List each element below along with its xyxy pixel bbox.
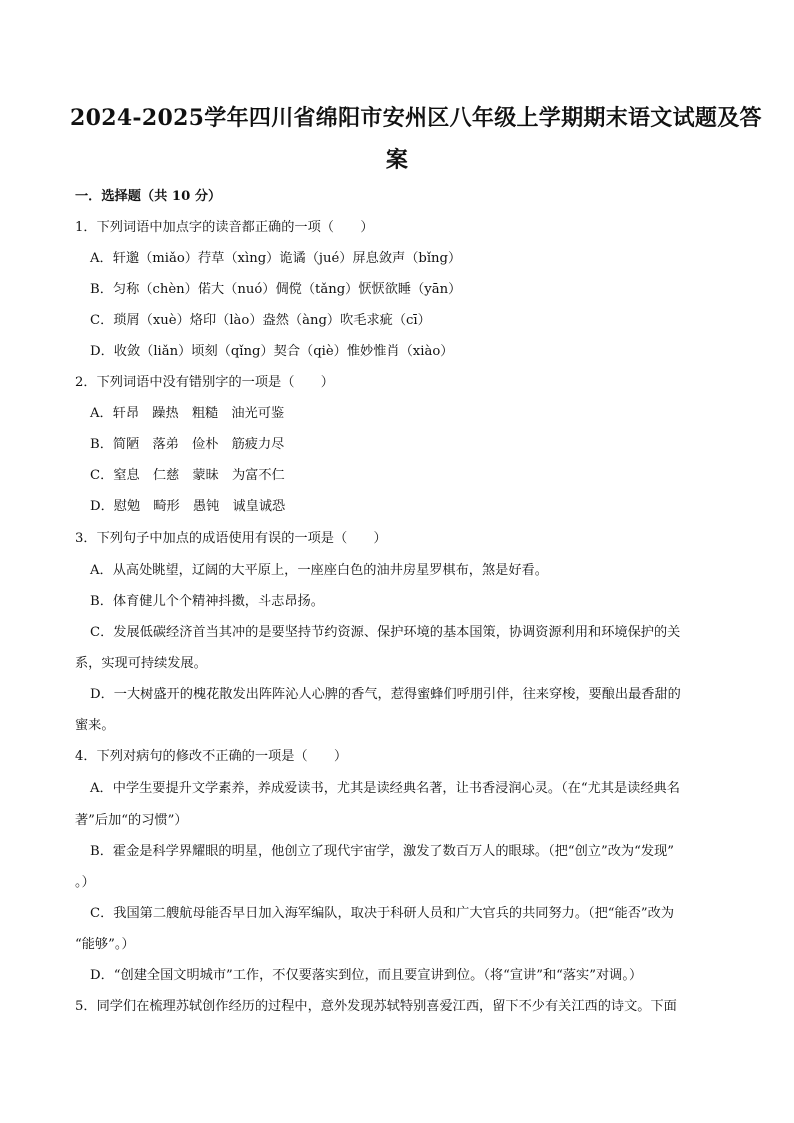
question-2-stem: 2．下列词语中没有错别字的一项是（ ） [75, 375, 334, 390]
document-title-line-1: 2024-2025学年四川省绵阳市安州区八年级上学期期末语文试题及答 [70, 105, 762, 131]
question-3-stem: 3．下列句子中加点的成语使用有误的一项是（ ） [75, 531, 387, 546]
question-4-option-d: D．“创建全国文明城市”工作，不仅要落实到位，而且要宣讲到位。（将“宣讲”和“落实”对调。） [90, 968, 643, 983]
question-1-option-b: B．匀称（chèn）偌大（nuó）倜傥（tǎng）恹恹欲睡（yān） [90, 282, 462, 297]
question-3-option-a: A．从高处眺望，辽阔的大平原上，一座座白色的油井房星罗棋布，煞是好看。 [90, 563, 548, 578]
question-4-option-b-continued: 。） [75, 875, 95, 890]
question-4-option-b: B．霍金是科学界耀眼的明星，他创立了现代宇宙学，激发了数百万人的眼球。（把“创立”改为“发现” [90, 844, 674, 859]
question-3-option-d-continued: 蜜来。 [75, 718, 115, 733]
question-3-option-c: C．发展低碳经济首当其冲的是要坚持节约资源、保护环境的基本国策，协调资源利用和环境保护的关 [90, 625, 681, 640]
question-3-option-d: D．一大树盛开的槐花散发出阵阵沁人心脾的香气，惹得蜜蜂们呼朋引伴，往来穿梭，要酿出最香甜的 [90, 687, 681, 702]
question-2-option-d: D．慰勉 畸形 愚钝 诚皇诚恐 [90, 499, 286, 514]
question-3-option-b: B．体育健儿个个精神抖擞，斗志昂扬。 [90, 594, 324, 609]
document-title-line-2: 案 [385, 147, 409, 173]
question-3-option-c-continued: 系，实现可持续发展。 [75, 656, 207, 671]
question-2-option-b: B．简陋 落弟 俭朴 筋疲力尽 [90, 437, 285, 452]
question-4-stem: 4．下列对病句的修改不正确的一项是（ ） [75, 749, 348, 764]
question-4-option-a-continued: 著”后加“的习惯”） [75, 813, 188, 828]
question-2-option-a: A．轩昂 躁热 粗糙 油光可鉴 [90, 406, 285, 421]
question-1-option-a: A．轩邈（miǎo）荇草（xìng）诡谲（jué）屏息敛声（bǐng） [90, 251, 462, 266]
question-4-option-c: C．我国第二艘航母能否早日加入海军编队，取决于科研人员和广大官兵的共同努力。（把“能否”改为 [90, 906, 675, 921]
question-2-option-c: C．窒息 仁慈 蒙昧 为富不仁 [90, 468, 285, 483]
question-4-option-a: A．中学生要提升文学素养，养成爱读书，尤其是读经典名著，让书香浸润心灵。（在“尤其是读经典名 [90, 781, 680, 796]
question-1-option-c: C．琐屑（xuè）烙印（lào）盎然（àng）吹毛求疵（cī） [90, 313, 431, 328]
question-1-option-d: D．收敛（liǎn）顷刻（qǐng）契合（qiè）惟妙惟肖（xiào） [90, 344, 454, 359]
question-1-stem: 1．下列词语中加点字的读音都正确的一项（ ） [75, 220, 374, 235]
question-4-option-c-continued: “能够”。） [75, 937, 135, 952]
question-5-stem: 5．同学们在梳理苏轼创作经历的过程中，意外发现苏轼特别喜爱江西，留下不少有关江西的诗文。下面 [75, 999, 677, 1014]
section-heading: 一．选择题（共 10 分） [75, 189, 222, 204]
